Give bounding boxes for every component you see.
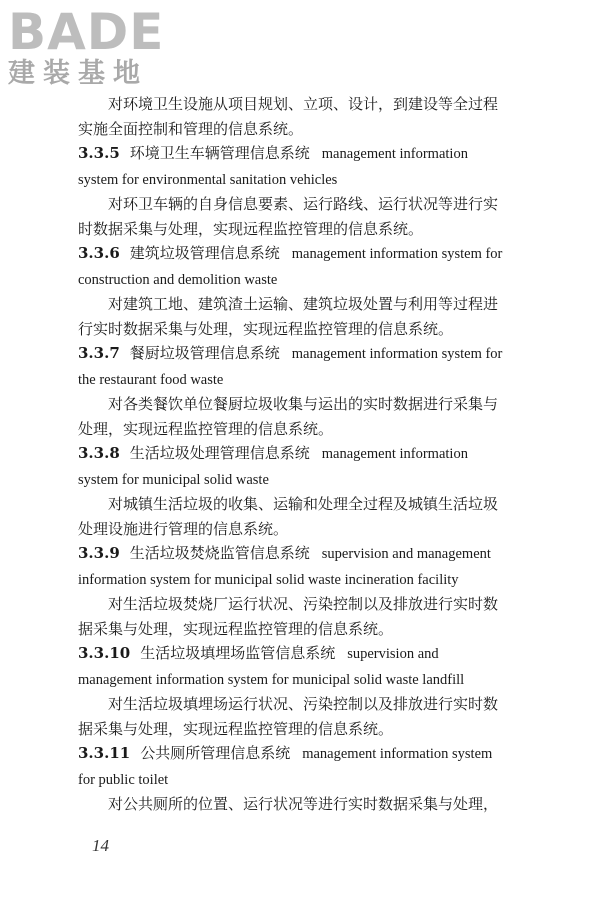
term-definition: 对各类餐饮单位餐厨垃圾收集与运出的实时数据进行采集与处理，实现远程监控管理的信息系统。 [78, 395, 499, 438]
term-heading [78, 641, 510, 692]
term-heading [78, 441, 510, 492]
section-3-3-7 [78, 341, 510, 441]
term-title-chinese: 生活垃圾填埋场监管信息系统 [140, 644, 336, 662]
term-definition: 对生活垃圾焚烧厂运行状况、污染控制以及排放进行实时数据采集与处理，实现远程监控管理的信息系统。 [78, 595, 499, 638]
term-definition: 对生活垃圾填埋场运行状况、污染控制以及排放进行实时数据采集与处理，实现远程监控管理的信息系统。 [78, 695, 499, 738]
term-number: 3.3.8 [78, 444, 120, 462]
term-title-chinese: 生活垃圾焚烧监管信息系统 [129, 544, 310, 562]
term-heading [78, 141, 510, 192]
term-number: 3.3.7 [78, 344, 120, 362]
section-3-3-6 [78, 241, 510, 341]
term-title-chinese: 生活垃圾处理管理信息系统 [129, 444, 310, 462]
term-definition: 对城镇生活垃圾的收集、运输和处理全过程及城镇生活垃圾处理设施进行管理的信息系统。 [78, 495, 499, 538]
section-3-3-11 [78, 741, 510, 817]
term-definition: 对公共厕所的位置、运行状况等进行实时数据采集与处理， [108, 795, 499, 813]
section-3-3-9 [78, 541, 510, 641]
term-heading [78, 741, 510, 792]
term-title-english: supervision and management information system for municipal solid waste incineration facility [78, 546, 491, 588]
document-body [78, 92, 510, 817]
section-3-3-8 [78, 441, 510, 541]
term-title-english: management information system for environmental sanitation vehicles [78, 146, 468, 188]
term-number: 3.3.10 [78, 644, 131, 662]
bade-logo [8, 3, 178, 90]
term-title-english: management information system for the restaurant food waste [78, 346, 503, 388]
term-number: 3.3.5 [78, 144, 120, 162]
term-title-english: management information system for public toilet [78, 746, 493, 788]
term-title-chinese: 餐厨垃圾管理信息系统 [129, 344, 280, 362]
page-number: 14 [92, 836, 109, 855]
term-definition: 对环卫车辆的自身信息要素、运行路线、运行状况等进行实时数据采集与处理，实现远程监控管理的信息系统。 [78, 195, 499, 238]
term-title-chinese: 建筑垃圾管理信息系统 [129, 244, 280, 262]
term-number: 3.3.9 [78, 544, 120, 562]
term-title-chinese: 公共厕所管理信息系统 [140, 744, 291, 762]
term-number: 3.3.11 [78, 744, 131, 762]
term-title-english: management information system for construction and demolition waste [78, 246, 503, 288]
term-title-chinese: 环境卫生车辆管理信息系统 [129, 144, 310, 162]
logo-wordmark: BADE [8, 3, 165, 61]
term-definition: 对建筑工地、建筑渣土运输、建筑垃圾处置与利用等过程进行实时数据采集与处理，实现远程监控管理的信息系统。 [78, 295, 499, 338]
section-3-3-5 [78, 141, 510, 241]
intro-paragraph: 对环境卫生设施从项目规划、立项、设计，到建设等全过程实施全面控制和管理的信息系统。 [78, 95, 499, 138]
logo-chinese-text: 建装基地 [8, 58, 148, 89]
term-number: 3.3.6 [78, 244, 120, 262]
term-title-english: management information system for municipal solid waste [78, 446, 468, 488]
term-heading [78, 341, 510, 392]
term-heading [78, 541, 510, 592]
term-title-english: supervision and management information system for municipal solid waste landfill [78, 646, 465, 688]
section-3-3-10 [78, 641, 510, 741]
term-heading [78, 241, 510, 292]
